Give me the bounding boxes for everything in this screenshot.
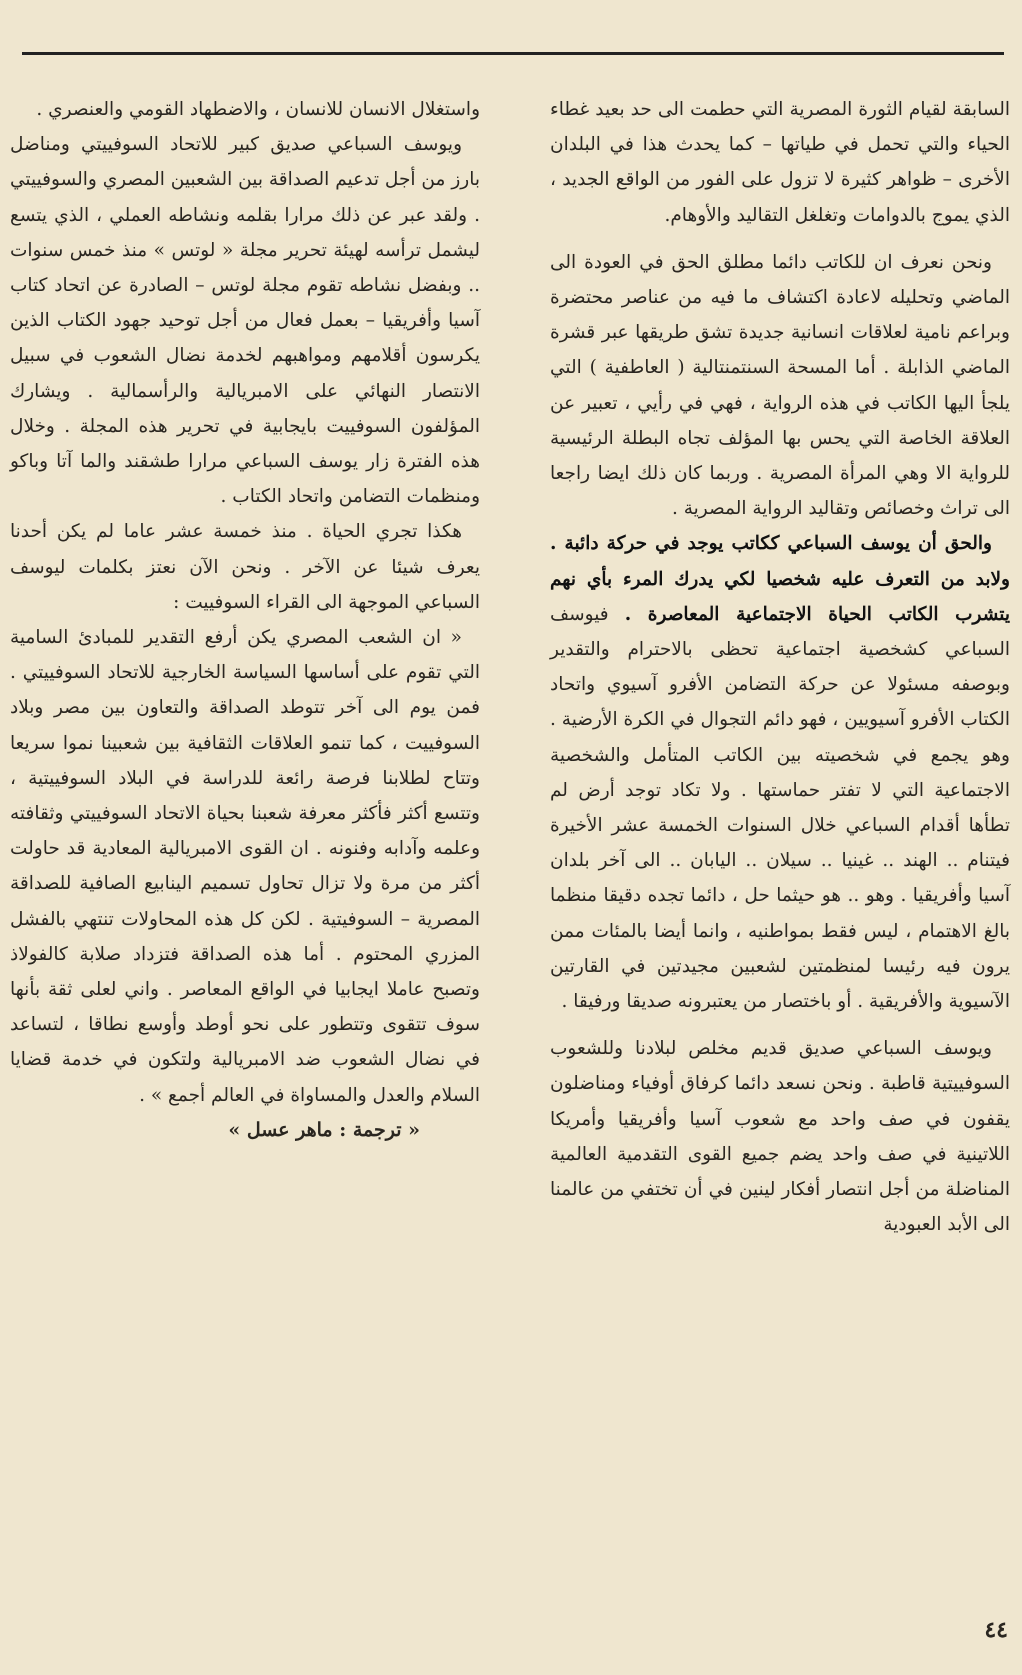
paragraph: ويوسف السباعي صديق كبير للاتحاد السوفييتي ومناضل بارز من أجل تدعيم الصداقة بين الشعبين المصري والسوفييتي . ولقد عبر عن ذلك مرارا بقلمه ونشاطه العملي ، الذي يتسع ليشمل ترأسه لهيئة تحرير مجلة « لوتس » منذ خمس سنوات .. وبفضل نشاطه تقوم مجلة لوتس – الصادرة عن اتحاد كتاب آسيا وأفريقيا – بعمل فعال من أجل توحيد جهود الكتاب الذين يكرسون أقلامهم ومواهبهم لخدمة نضال الشعوب في سبيل الانتصار النهائي على الامبريالية والرأسمالية . ويشارك المؤلفون السوفييت بايجابية في تحرير هذه المجلة . وخلال هذه الفترة زار يوسف السباعي مرارا طشقند والما آتا وباكو ومنظمات التضامن واتحاد الكتاب .: [10, 134, 480, 508]
left-column: [10, 92, 480, 1148]
quote-paragraph: « ان الشعب المصري يكن أرفع التقدير للمبادئ السامية التي تقوم على أساسها السياسة الخارجية للاتحاد السوفييتي . فمن يوم الى آخر تتوطد الصداقة والتعاون بين مصر وبلاد السوفييت ، كما تنمو العلاقات الثقافية بين شعبينا نموا سريعا وتتاح لطلابنا فرصة رائعة للدراسة في البلاد السوفييتية ، وتتسع أكثر فأكثر معرفة شعبنا بحياة الاتحاد السوفييتي وثقافته وعلمه وآدابه وفنونه . ان القوى الامبريالية المعادية قد حاولت أكثر من مرة ولا تزال تحاول تسميم الينابيع الصافية للصداقة المصرية – السوفيتية . لكن كل هذه المحاولات تنتهي بالفشل المزري المحتوم . أما هذه الصداقة فتزداد صلابة كالفولاذ وتصبح عاملا ايجابيا في الواقع المعاصر . واني لعلى ثقة بأنها سوف تتقوى وتتطور على نحو أوطد وأوسع نطاقا ، لتساعد في نضال الشعوب ضد الامبريالية ولتكون في خدمة قضايا السلام والعدل والمساواة في العالم أجمع » .: [10, 627, 480, 1106]
page-number: ٤٤: [984, 1617, 1008, 1643]
paragraph: واستغلال الانسان للانسان ، والاضطهاد القومي والعنصري .: [36, 99, 480, 120]
right-column: [550, 92, 1010, 1243]
paragraph: السابقة لقيام الثورة المصرية التي حطمت الى حد بعيد غطاء الحياء والتي تحمل في طياتها – كما يحدث هذا في البلدان الأخرى – ظواهر كثيرة لا تزول على الفور من الواقع الجديد ، الذي يموج بالدوامات وتغلغل التقاليد والأوهام.: [550, 99, 1010, 226]
paragraph-continuation: فيوسف السباعي كشخصية اجتماعية تحظى بالاحترام والتقدير وبوصفه مسئولا عن حركة التضامن الأفرو آسيوي واتحاد الكتاب الأفرو آسيويين ، فهو دائم التجوال في الكرة الأرضية . وهو يجمع في شخصيته بين الكاتب المتأمل والشخصية الاجتماعية التي لا تفتر حماستها . ولا تكاد توجد أرض لم تطأها أقدام السباعي خلال السنوات الخمسة عشر الأخيرة فيتنام .. الهند .. غينيا .. سيلان .. اليابان .. الى آخر بلدان آسيا وأفريقيا . وهو .. هو حيثما حل ، دائما تجده دقيقا منظما بالغ الاهتمام ، ليس فقط بمواطنيه ، وانما أيضا بالمئات ممن يرون فيه رئيسا لمنظمتين لشعبين مجيدتين في القارتين الآسيوية والأفريقية . أو باختصار من يعتبرونه صديقا ورفيقا .: [550, 603, 1010, 1013]
bold-statement: والحق أن يوسف السباعي ككاتب يوجد في حركة دائبة . ولابد من التعرف عليه شخصيا لكي يدرك المرء بأي نهم يتشرب الكاتب الحياة الاجتماعية المعاصرة .: [550, 533, 1010, 625]
translator-signature: « ترجمة : ماهر عسل »: [228, 1118, 420, 1141]
paragraph: ويوسف السباعي صديق قديم مخلص لبلادنا وللشعوب السوفييتية قاطبة . ونحن نسعد دائما كرفاق أوفياء ومناضلون يقفون في صف واحد مع شعوب آسيا وأفريقيا وأمريكا اللاتينية في صف واحد يضم جميع القوى التقدمية العالمية المناضلة من أجل انتصار أفكار لينين في أن تختفي من عالمنا الى الأبد العبودية: [550, 1038, 1010, 1236]
paragraph: [550, 526, 1010, 1019]
paragraph: ونحن نعرف ان للكاتب دائما مطلق الحق في العودة الى الماضي وتحليله لاعادة اكتشاف ما فيه من عناصر محتضرة وبراعم نامية لعلاقات انسانية جديدة تشق طريقها عبر قشرة الماضي الذابلة . أما المسحة السنتمنتالية ( العاطفية ) التي يلجأ اليها الكاتب في هذه الرواية ، فهي في رأيي ، تعبير عن العلاقة الخاصة التي يحس بها المؤلف تجاه البطلة الرئيسية للرواية الا وهي المرأة المصرية . وربما كان ذلك ايضا راجعا الى تراث وخصائص وتقاليد الرواية المصرية .: [550, 251, 1010, 520]
top-rule: [22, 52, 1004, 55]
paragraph: هكذا تجري الحياة . منذ خمسة عشر عاما لم يكن أحدنا يعرف شيئا عن الآخر . ونحن الآن نعتز بكلمات ليوسف السباعي الموجهة الى القراء السوفييت :: [10, 521, 480, 613]
